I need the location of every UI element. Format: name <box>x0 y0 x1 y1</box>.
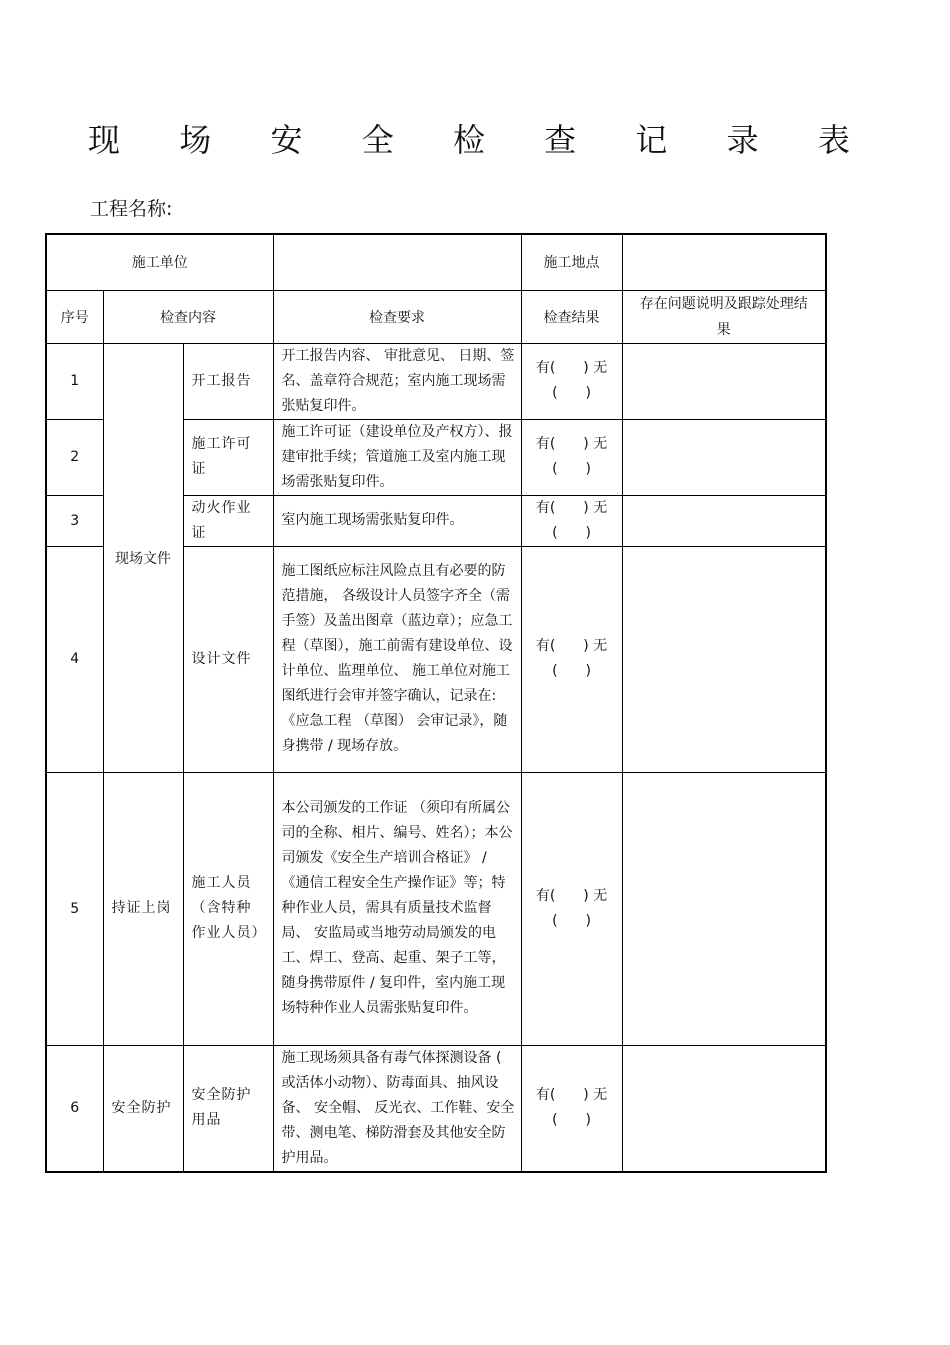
unit-label: 施工单位 <box>46 234 273 290</box>
check-result-text: 有( ) 无( ) <box>535 638 608 679</box>
notes-cell[interactable] <box>622 546 826 772</box>
check-requirement: 施工现场须具备有毒气体探测设备 ( 或活体小动物）、防毒面具、抽风设备、 安全帽、 反光衣、工作鞋、安全带、测电笔、梯防滑套及其他安全防护用品。 <box>273 1045 521 1172</box>
check-item: 动火作业证 <box>183 495 273 546</box>
check-item: 开工报告 <box>183 343 273 419</box>
notes-cell[interactable] <box>622 419 826 495</box>
check-requirement: 本公司颁发的工作证 （须印有所属公司的全称、相片、编号、姓名）；本公司颁发《安全生产培训合格证》 /《通信工程安全生产操作证》等；特种作业人员，需具有质量技术监督局、 安监局或当地劳动局颁发的电工、焊工、登高、起重、架子工等，随身携带原件 / 复印件，室内施工现场特种作业人员需张贴复印件。 <box>273 772 521 1045</box>
check-requirement: 开工报告内容、 审批意见、 日期、签名、盖章符合规范；室内施工现场需张贴复印件。 <box>273 343 521 419</box>
check-result[interactable] <box>521 495 622 546</box>
row-number: 4 <box>46 546 103 772</box>
check-item: 施工人员（含特种作业人员） <box>183 772 273 1045</box>
check-item: 施工许可证 <box>183 419 273 495</box>
inspection-table <box>45 233 827 1173</box>
title-char: 录 <box>726 121 759 159</box>
row-number: 5 <box>46 772 103 1045</box>
title-char: 全 <box>361 121 394 159</box>
check-result-text: 有( ) 无( ) <box>535 887 608 929</box>
check-item: 安全防护用品 <box>183 1045 273 1172</box>
check-result-text: 有( ) 无( ) <box>535 1087 608 1128</box>
check-result[interactable] <box>521 419 622 495</box>
check-item: 设计文件 <box>183 546 273 772</box>
check-result-text: 有( ) 无( ) <box>535 436 608 477</box>
col-header-content: 检查内容 <box>103 290 273 343</box>
notes-cell[interactable] <box>622 1045 826 1172</box>
category-certified: 持证上岗 <box>103 772 183 1045</box>
check-result[interactable] <box>521 546 622 772</box>
check-result-text: 有( ) 无( ) <box>535 360 608 401</box>
row-number: 2 <box>46 419 103 495</box>
title-char: 查 <box>544 121 577 159</box>
col-header-result: 检查结果 <box>521 290 622 343</box>
category-site-docs: 现场文件 <box>103 343 183 772</box>
table-row <box>46 234 826 290</box>
title-char: 检 <box>452 121 485 159</box>
location-label: 施工地点 <box>521 234 622 290</box>
check-result-text: 有( ) 无( ) <box>535 499 608 541</box>
check-requirement: 施工图纸应标注风险点且有必要的防范措施， 各级设计人员签字齐全（需手签）及盖出图章（蓝边章）；应急工程（草图），施工前需有建设单位、设计单位、监理单位、 施工单位对施工图纸进行会审并签字确认，记录在:《应急工程 （草图） 会审记录》，随身携带 / 现场存放。 <box>273 546 521 772</box>
notes-cell[interactable] <box>622 772 826 1045</box>
title-char: 记 <box>635 121 668 159</box>
page-title <box>88 118 850 158</box>
location-value-field[interactable] <box>622 234 826 290</box>
col-header-no: 序号 <box>46 290 103 343</box>
check-result[interactable] <box>521 772 622 1045</box>
title-char: 现 <box>88 121 121 159</box>
notes-cell[interactable] <box>622 343 826 419</box>
check-requirement: 施工许可证（建设单位及产权方）、报建审批手续；管道施工及室内施工现场需张贴复印件。 <box>273 419 521 495</box>
check-requirement: 室内施工现场需张贴复印件。 <box>273 495 521 546</box>
table-row <box>46 343 826 419</box>
category-safety: 安全防护 <box>103 1045 183 1172</box>
check-result[interactable] <box>521 1045 622 1172</box>
table-row <box>46 1045 826 1172</box>
row-number: 6 <box>46 1045 103 1172</box>
check-result[interactable] <box>521 343 622 419</box>
row-number: 3 <box>46 495 103 546</box>
col-header-notes <box>622 290 826 343</box>
title-char: 表 <box>817 121 850 159</box>
project-name-label: 工程名称: <box>90 198 173 220</box>
table-row <box>46 772 826 1045</box>
title-char: 场 <box>179 121 212 159</box>
row-number: 1 <box>46 343 103 419</box>
unit-value-field[interactable] <box>273 234 521 290</box>
title-char: 安 <box>270 121 303 159</box>
col-header-requirement: 检查要求 <box>273 290 521 343</box>
notes-cell[interactable] <box>622 495 826 546</box>
col-header-notes-text: 存在问题说明及跟踪处理结果 <box>639 295 808 338</box>
table-header-row <box>46 290 826 343</box>
